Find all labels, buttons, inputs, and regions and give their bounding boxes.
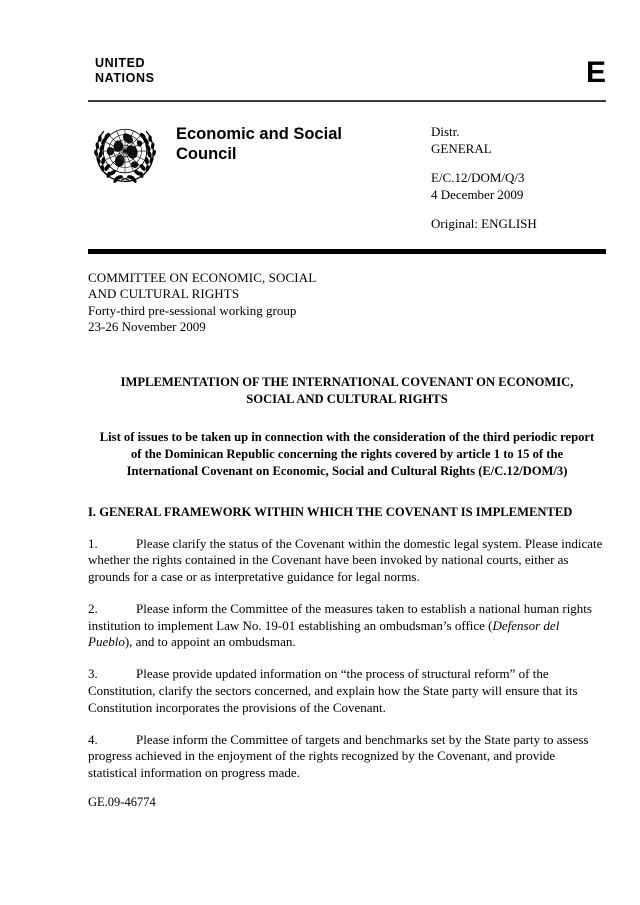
symbol-group <box>431 170 606 203</box>
footer-job-number: GE.09-46774 <box>88 795 156 809</box>
organization-name-line1: UNITED <box>95 56 146 70</box>
organ-title <box>176 124 396 164</box>
committee-dates: 23-26 November 2009 <box>88 319 206 334</box>
un-emblem-icon <box>92 122 158 184</box>
paragraph-italic-term: Defensor del Pueblo <box>88 617 560 650</box>
committee-session: Forty-third pre-sessional working group <box>88 302 297 318</box>
original-language: Original: ENGLISH <box>431 216 537 231</box>
committee-name-line2: AND CULTURAL RIGHTS <box>88 286 240 301</box>
distr-label: Distr. <box>431 124 460 139</box>
organization-name <box>95 56 155 86</box>
masthead <box>88 52 606 100</box>
paragraph-text-after-italic: ), and to appoint an ombudsman. <box>124 634 296 650</box>
document-title: IMPLEMENTATION OF THE INTERNATIONAL COVENANT ON ECONOMIC, SOCIAL AND CULTURAL RIGHTS <box>120 374 574 406</box>
paragraph-4 <box>88 732 606 782</box>
committee-name-line1: COMMITTEE ON ECONOMIC, SOCIAL <box>88 269 317 285</box>
original-language-group <box>431 216 606 233</box>
committee-block <box>88 254 606 336</box>
organ-block <box>88 102 606 249</box>
paragraph-1 <box>88 536 606 586</box>
organ-title-line2: Council <box>176 145 237 163</box>
paragraph-text: Please clarify the status of the Covenant within the domestic legal system. Please indicate whether the rights contained in the Covenant have been invoked by national courts, either as grounds for a case or as interpretative guidance for legal norms. <box>88 535 603 585</box>
paragraph-number: 3. <box>88 666 98 682</box>
paragraph-number: 1. <box>88 535 98 551</box>
language-letter: E <box>585 56 606 89</box>
paragraph-2 <box>88 601 606 651</box>
document-symbol: E/C.12/DOM/Q/3 <box>431 170 525 185</box>
document-subtitle: List of issues to be taken up in connection with the consideration of the third periodic report of the Dominican Republic concerning the rights covered by article 1 to 15 of the International Covenant on Economic, Social and Cultural Rights (E/C.12/DOM/3) <box>99 429 595 478</box>
document-date: 4 December 2009 <box>431 186 524 202</box>
paragraph-number: 4. <box>88 731 98 747</box>
section-heading: I. GENERAL FRAMEWORK WITHIN WHICH THE COVENANT IS IMPLEMENTED <box>88 504 573 519</box>
paragraph-3 <box>88 666 606 716</box>
document-content <box>88 52 606 782</box>
distr-value: GENERAL <box>431 140 492 156</box>
distribution-group <box>431 124 606 157</box>
organization-name-line2: NATIONS <box>95 71 155 85</box>
paragraph-number: 2. <box>88 600 98 616</box>
paragraph-text: Please provide updated information on “the process of structural reform” of the Constitution, clarify the sectors concerned, and explain how the State party will ensure that its Constitution incorporates the provisions of the Covenant. <box>88 666 578 715</box>
paragraph-text: Please inform the Committee of targets and benchmarks set by the State party to assess progress achieved in the enjoyment of the rights recognized by the Covenant, and provide statistical information on progress made. <box>88 731 589 781</box>
organ-title-line1: Economic and Social <box>176 125 342 143</box>
paragraph-text-before-italic: Please inform the Committee of the measures taken to establish a national human rights institution to implement Law No. 19-01 establishing an ombudsman’s office ( <box>88 600 592 633</box>
distribution-block <box>431 120 606 233</box>
